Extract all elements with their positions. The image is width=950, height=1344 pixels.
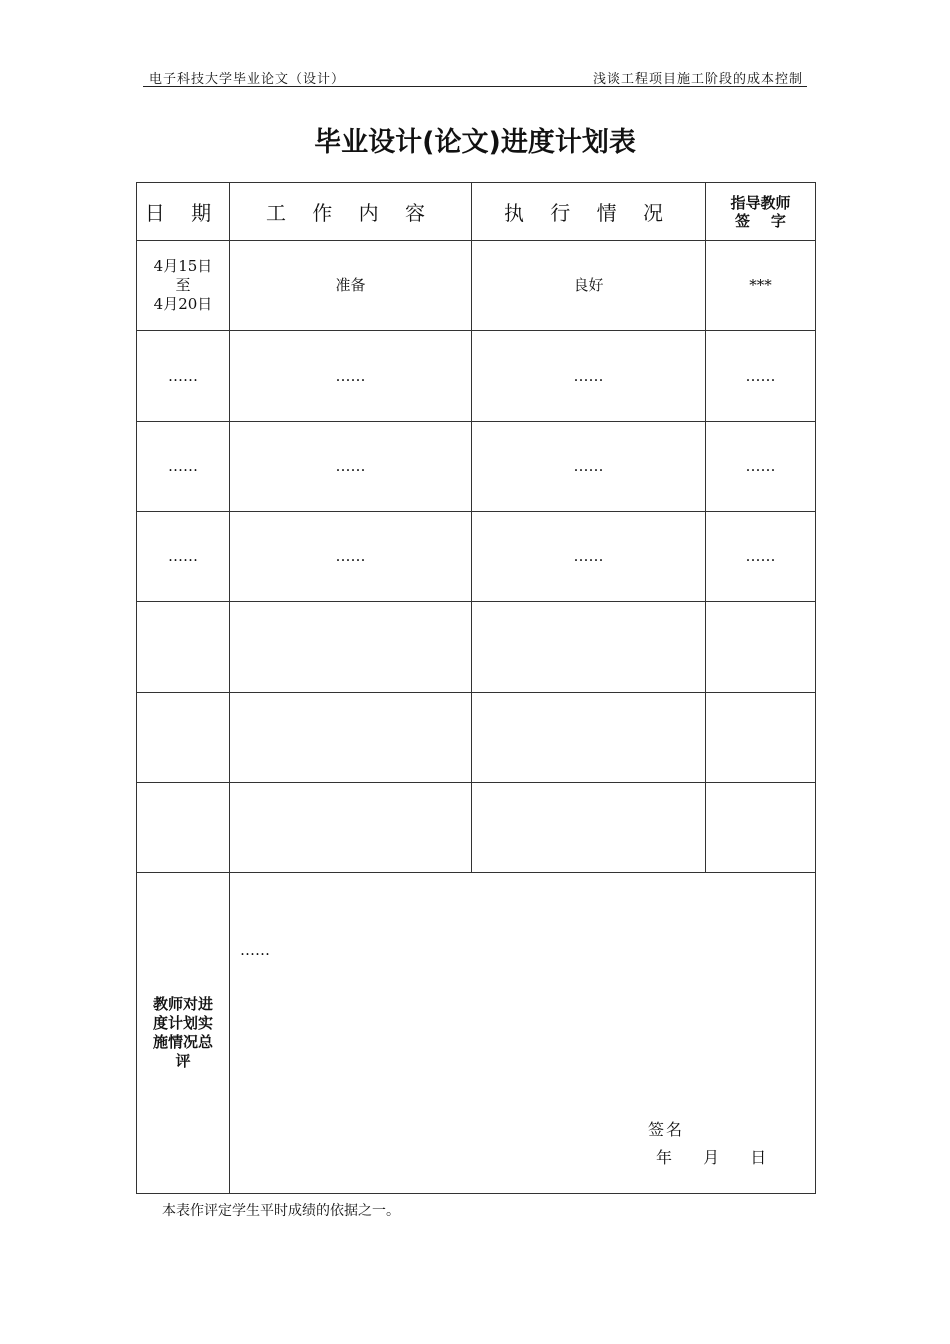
page-title: 毕业设计(论文)进度计划表	[314, 127, 636, 158]
table-row	[137, 241, 816, 331]
row-date: ……	[137, 421, 230, 511]
footnote: 本表作评定学生平时成绩的依据之一。	[162, 1203, 400, 1219]
row-date	[137, 241, 230, 331]
row-content	[230, 782, 472, 872]
row-status: 良好	[472, 241, 706, 331]
row-date	[137, 602, 230, 692]
advisor-header-line1: 指导教师	[730, 193, 791, 212]
row-status: ……	[472, 511, 706, 601]
date-month-label: 月	[703, 1148, 720, 1168]
row-content	[230, 692, 472, 782]
row-date	[137, 692, 230, 782]
date-start: 4月15日	[153, 257, 213, 276]
progress-plan-table	[136, 182, 816, 1194]
table-header-row	[137, 183, 816, 241]
table-row	[137, 602, 816, 692]
date-end: 4月20日	[153, 295, 213, 314]
row-date	[137, 782, 230, 872]
summary-cell	[230, 873, 816, 1194]
summary-text: ……	[240, 941, 270, 960]
row-status	[472, 692, 706, 782]
row-content: ……	[230, 511, 472, 601]
table-row	[137, 782, 816, 872]
row-status: ……	[472, 331, 706, 421]
row-sign	[706, 782, 816, 872]
row-content: 准备	[230, 241, 472, 331]
row-content: ……	[230, 421, 472, 511]
summary-label: 教师对进度计划实施情况总评	[137, 873, 230, 1194]
summary-row	[137, 873, 816, 1194]
col-header-date: 日 期	[137, 183, 230, 241]
signature-label: 签名	[648, 1120, 685, 1140]
col-header-advisor-sign	[706, 183, 816, 241]
row-sign	[706, 692, 816, 782]
running-header	[143, 64, 807, 87]
date-year-label: 年	[656, 1148, 673, 1168]
row-sign	[706, 602, 816, 692]
row-content: ……	[230, 331, 472, 421]
row-status: ……	[472, 421, 706, 511]
row-status	[472, 782, 706, 872]
signature-date	[656, 1145, 792, 1168]
row-sign: ……	[706, 331, 816, 421]
date-day-label: 日	[750, 1148, 767, 1168]
col-header-content: 工 作 内 容	[230, 183, 472, 241]
row-sign: ……	[706, 511, 816, 601]
row-sign: ***	[706, 241, 816, 331]
row-date: ……	[137, 511, 230, 601]
advisor-header-line2: 签 字	[735, 211, 786, 230]
row-status	[472, 602, 706, 692]
row-content	[230, 602, 472, 692]
table-row	[137, 511, 816, 601]
table-row	[137, 692, 816, 782]
header-school: 电子科技大学毕业论文（设计）	[149, 72, 346, 87]
date-to: 至	[175, 276, 191, 295]
header-thesis-title: 浅谈工程项目施工阶段的成本控制	[592, 72, 803, 87]
row-sign: ……	[706, 421, 816, 511]
row-date: ……	[137, 331, 230, 421]
table-row	[137, 421, 816, 511]
col-header-status: 执 行 情 况	[472, 183, 706, 241]
table-row	[137, 331, 816, 421]
